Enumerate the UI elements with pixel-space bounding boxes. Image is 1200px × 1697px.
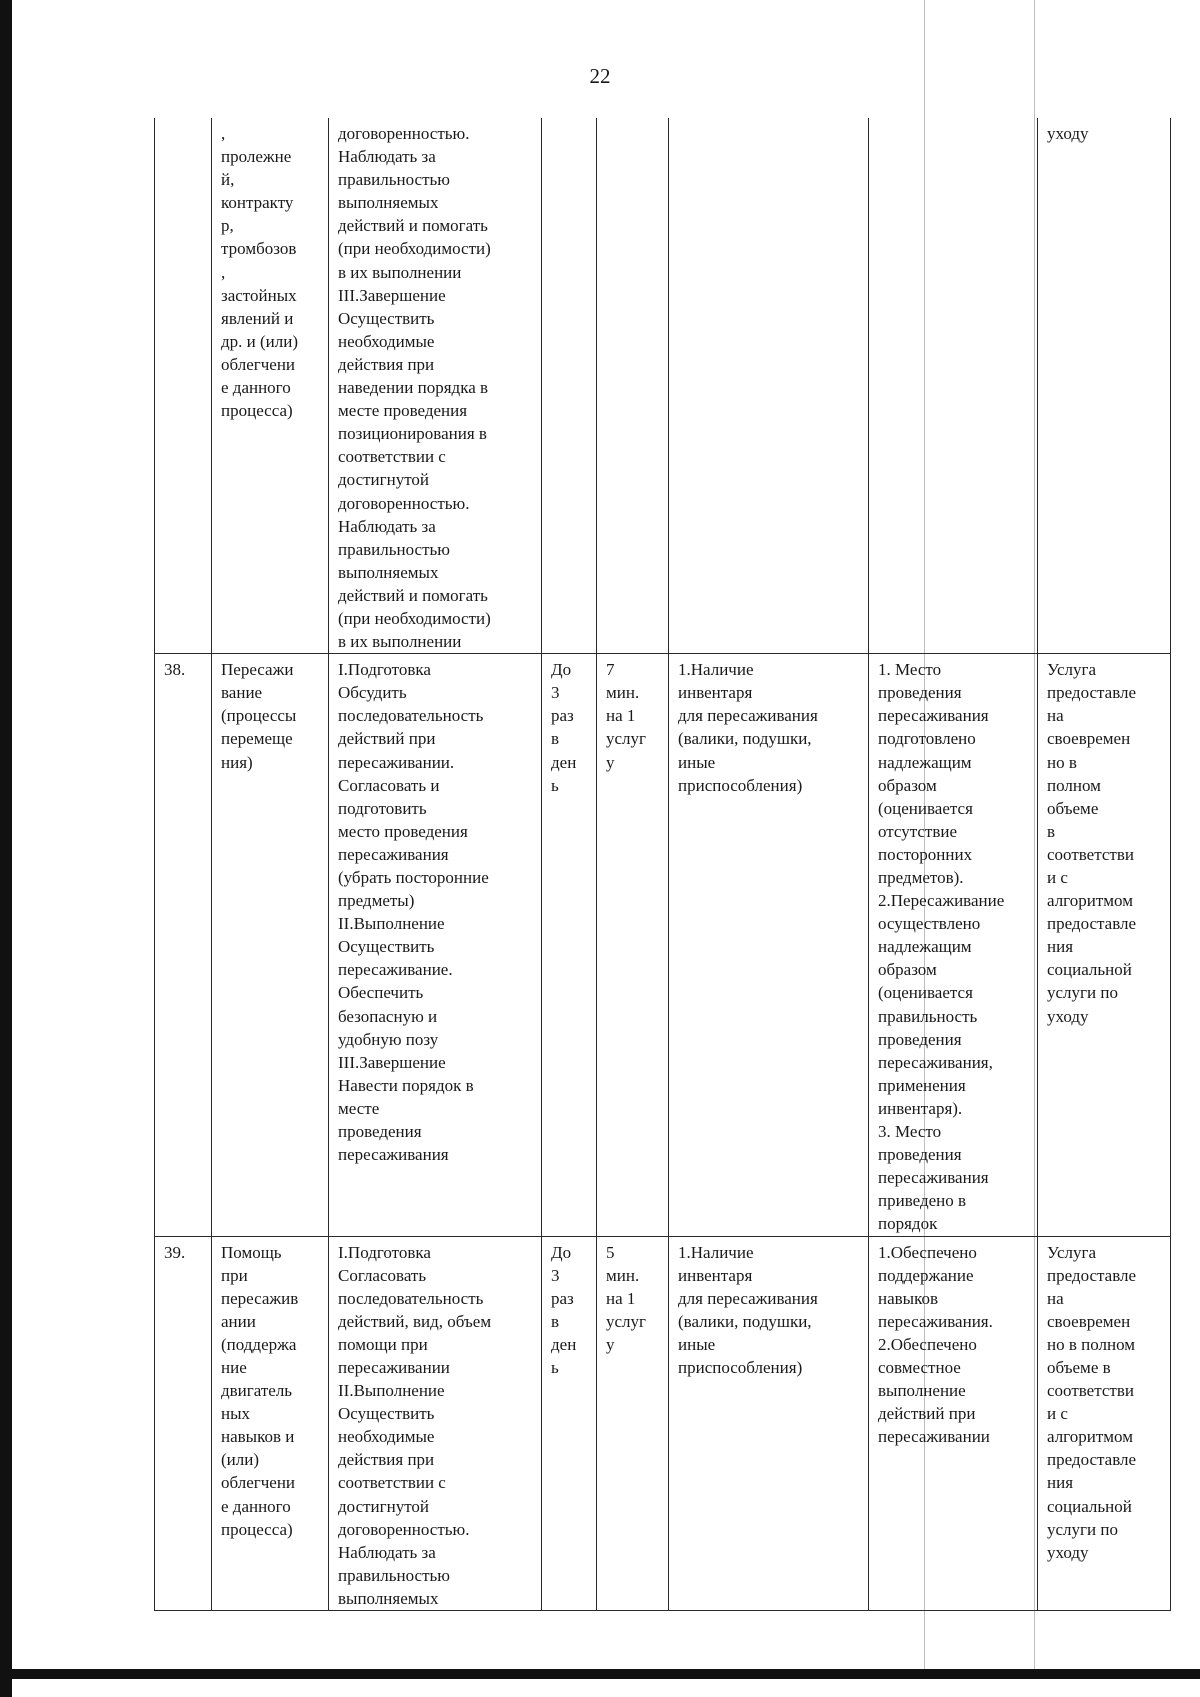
cell-duration: 5 мин. на 1 услуг у [597,1236,669,1611]
cell-quality-indicators: 1.Обеспечено поддержание навыков пересаживания. 2.Обеспечено совместное выполнение действий при пересаживании [869,1236,1038,1611]
cell-quality-indicators: 1. Место проведения пересаживания подготовлено надлежащим образом (оценивается отсутствие посторонних предметов). 2.Пересаживание осуществлено надлежащим образом (оценивается правильность проведения пересаживания, применения инвентаря). 3. Место проведения пересаживания приведено в порядок [869,654,1038,1236]
cell-service-name: Помощь при пересажив ании (поддержа ние двигатель ных навыков и (или) облегчени е данного процесса) [212,1236,329,1611]
cell-quality-indicators [869,118,1038,654]
cell-number [155,118,212,654]
cell-frequency: До 3 раз в ден ь [542,1236,597,1611]
cell-duration [597,118,669,654]
table-row [155,654,1171,1236]
cell-service-name: , пролежне й, контракту р, тромбозов , застойных явлений и др. и (или) облегчени е данного процесса) [212,118,329,654]
scan-left-border [0,0,12,1697]
cell-description: I.Подготовка Обсудить последовательность действий при пересаживании. Согласовать и подготовить место проведения пересаживания (убрать посторонние предметы) II.Выполнение Осуществить пересаживание. Обеспечить безопасную и удобную позу III.Завершение Навести порядок в месте проведения пересаживания [329,654,542,1236]
cell-description: договоренностью. Наблюдать за правильностью выполняемых действий и помогать (при необходимости) в их выполнении III.Завершение Осуществить необходимые действия при наведении порядка в месте проведения позиционирования в соответствии с достигнутой договоренностью. Наблюдать за правильностью выполняемых действий и помогать (при необходимости) в их выполнении [329,118,542,654]
table-row [155,1236,1171,1611]
cell-description: I.Подготовка Согласовать последовательность действий, вид, объем помощи при пересаживании II.Выполнение Осуществить необходимые действия при соответствии с достигнутой договоренностью. Наблюдать за правильностью выполняемых [329,1236,542,1611]
cell-frequency [542,118,597,654]
cell-frequency: До 3 раз в ден ь [542,654,597,1236]
cell-result: уходу [1038,118,1171,654]
cell-inventory: 1.Наличие инвентаря для пересаживания (валики, подушки, иные приспособления) [669,1236,869,1611]
scan-bottom-border [0,1669,1200,1679]
cell-inventory: 1.Наличие инвентаря для пересаживания (валики, подушки, иные приспособления) [669,654,869,1236]
cell-duration: 7 мин. на 1 услуг у [597,654,669,1236]
cell-number: 38. [155,654,212,1236]
page-number: 22 [589,64,611,88]
table-row [155,118,1171,654]
cell-service-name: Пересажи вание (процессы перемеще ния) [212,654,329,1236]
cell-result: Услуга предоставле на своевремен но в полном объеме в соответстви и с алгоритмом предоставле ния социальной услуги по уходу [1038,1236,1171,1611]
cell-number: 39. [155,1236,212,1611]
cell-result: Услуга предоставле на своевремен но в полном объеме в соответстви и с алгоритмом предоставле ния социальной услуги по уходу [1038,654,1171,1236]
services-table [154,118,1171,1611]
cell-inventory [669,118,869,654]
